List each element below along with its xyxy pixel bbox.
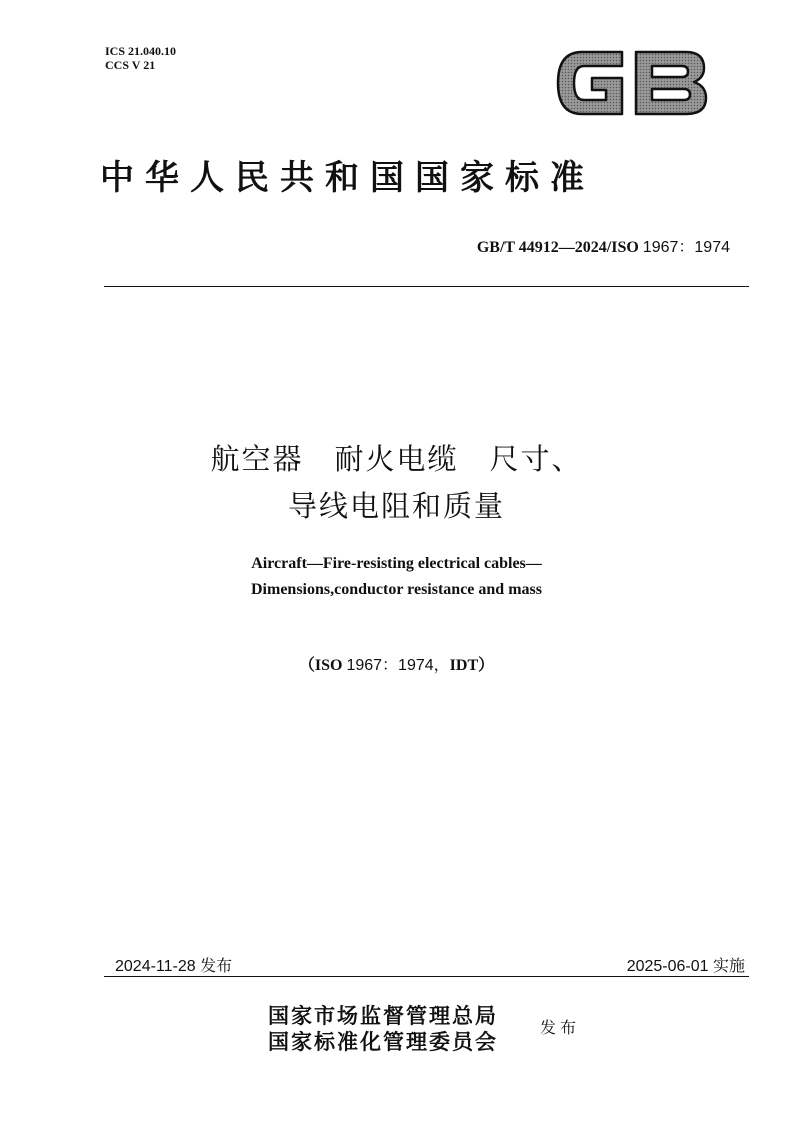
title-en-line2: Dimensions,conductor resistance and mass [251, 581, 542, 598]
issue-label: 发布 [540, 1018, 581, 1037]
relation-open: （ISO [298, 657, 343, 674]
publication-date: 2024-11-28 发布 [115, 958, 233, 975]
svg-text:GB: GB [552, 44, 554, 45]
ccs-code: CCS V 21 [105, 58, 156, 72]
bottom-divider [104, 976, 749, 977]
gb-logo [552, 44, 712, 122]
top-divider [104, 286, 749, 287]
title-en-line1: Aircraft—Fire-resisting electrical cables— [251, 555, 542, 572]
relation-close: IDT） [449, 657, 495, 674]
standard-number-main: GB/T 44912—2024/ISO [476, 239, 639, 256]
issuer-sac: 国家标准化管理委员会 [268, 1029, 498, 1054]
consistency-relation [100, 652, 693, 675]
standard-number [477, 234, 730, 257]
standard-number-year: 1967：1974 [642, 239, 730, 256]
issuer-samr: 国家市场监督管理总局 [268, 1003, 498, 1028]
classification-codes [105, 44, 176, 72]
ics-code: ICS 21.040.10 [105, 44, 177, 58]
relation-ref: 1967：1974， [346, 657, 450, 674]
title-cn-line1: 航空器 耐火电缆 尺寸、 [210, 442, 583, 476]
title-cn-line2: 导线电阻和质量 [287, 489, 505, 523]
implementation-date: 2025-06-01 实施 [626, 958, 745, 975]
national-standard-title: 中华人民共和国国家标准 [100, 158, 595, 198]
